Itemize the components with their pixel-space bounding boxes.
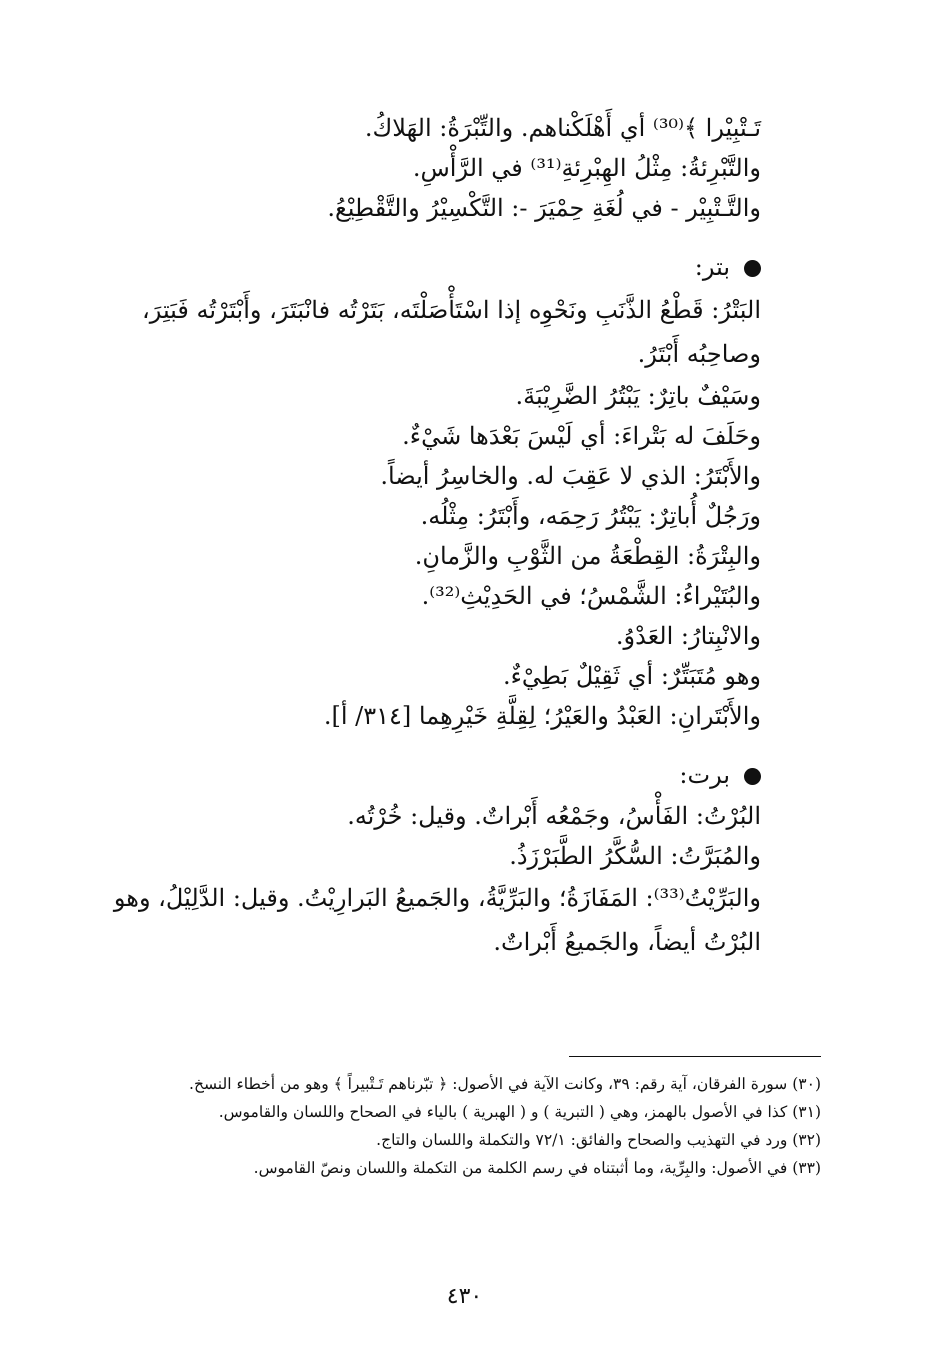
footnote-divider xyxy=(569,1056,821,1057)
text-line: والبُتَيْراءُ: الشَّمْسُ؛ في الحَدِيْثِ⁽³²⁾. xyxy=(421,582,761,610)
footnote: (٣٠) سورة الفرقان، آية رقم: ٣٩، وكانت الآية في الأصول: ﴿ تبّرناهم تَـتْبيراً ﴾ وهو من أخطاء النسخ. xyxy=(189,1075,821,1093)
text-line: ورَجُلٌ أُباتِرٌ: يَبْتُرُ رَحِمَه، وأَبْتَرُ: مِثْلُه. xyxy=(420,502,761,530)
text-line: وحَلَفَ له بَتْراءَ: أي لَيْسَ بَعْدَها شَيْءٌ. xyxy=(402,422,761,450)
text-line: والتَّبْرِئةُ: مِثْلُ الهِبْرِئةِ⁽³¹⁾ في الرَّأْسِ. xyxy=(412,154,761,182)
text-line: وهو مُتَبَتِّرٌ: أي ثَقِيْلٌ بَطِيْءٌ. xyxy=(502,662,761,690)
entry-heading-bart xyxy=(95,754,761,796)
text-line: والتَّـتْبِيْر - في لُغَةِ حِمْيَرَ -: التَّكْسِيْرُ والتَّقْطِيْعُ. xyxy=(327,194,761,222)
text-line: وسَيْفٌ باتِرٌ: يَبْتُرُ الضَّرِيْبَةَ. xyxy=(515,382,761,410)
bullet-icon xyxy=(744,768,761,785)
text-paragraph: والبَرِّيْتُ⁽³³⁾: المَفَازَةُ؛ والبَرِّيَّةُ، والجَميعُ البَرارِيْتُ. وقيل: الدَّلِيْلُ، وهو البُرْتُ أيضاً، والجَميعُ أَبْراتٌ. xyxy=(113,884,761,956)
bullet-icon xyxy=(744,260,761,277)
text-line: والأَبْتَرُ: الذي لا عَقِبَ له. والخاسِرُ أيضاً. xyxy=(380,462,761,490)
main-text xyxy=(95,108,761,964)
spacer xyxy=(95,228,761,242)
heading-text: برت: xyxy=(679,761,730,789)
text-line: تَـتْبِيْرا ﴾⁽³⁰⁾ أي أَهْلَكْناهم. والتِّبْرَةُ: الهَلاكُ. xyxy=(364,114,761,142)
text-line: والمُبَرَّتُ: السُّكَّرُ الطَّبَرْزَذُ. xyxy=(509,842,761,870)
footnote: (٣٣) في الأصول: والبِرِّية، وما أثبتناه في رسم الكلمة من التكملة واللسان ونصّ القاموس. xyxy=(253,1159,821,1177)
footnote: (٣١) كذا في الأصول بالهمز، وهي ( التبرية ) و ( الهبرية ) بالياء في الصحاح واللسان والقاموس. xyxy=(218,1103,821,1121)
text-line: والبِتْرَةُ: القِطْعَةُ من الثَّوْبِ والزَّمانِ. xyxy=(414,542,761,570)
page-number: ٤٣٠ xyxy=(446,1284,483,1309)
text-line: والأَبْتَرانِ: العَبْدُ والعَيْرُ؛ لِقِلَّةِ خَيْرِهِما [٣١٤/ أ]. xyxy=(323,702,761,730)
text-line: والانْبِتارُ: العَدْوُ. xyxy=(615,622,761,650)
footnotes xyxy=(95,1072,821,1184)
text-paragraph: البَتْرُ: قَطْعُ الذَّنَبِ ونَحْوِه إذا اسْتَأْصَلْتَه، بَتَرْتُه فانْبَتَرَ، وأَبْتَرْتُه فَبَتِرَ، وصاحِبُه أَبْتَرُ. xyxy=(141,296,761,368)
heading-text: بتر: xyxy=(694,253,730,281)
footnote: (٣٢) ورد في التهذيب والصحاح والفائق: ٧٢/١ والتكملة واللسان والتاج. xyxy=(376,1131,821,1149)
spacer xyxy=(95,736,761,750)
entry-heading-batr xyxy=(95,246,761,288)
text-line: البُرْتُ: الفَأْسُ، وجَمْعُه أَبْراتٌ. وقيل: خُرْتُه. xyxy=(347,802,761,830)
